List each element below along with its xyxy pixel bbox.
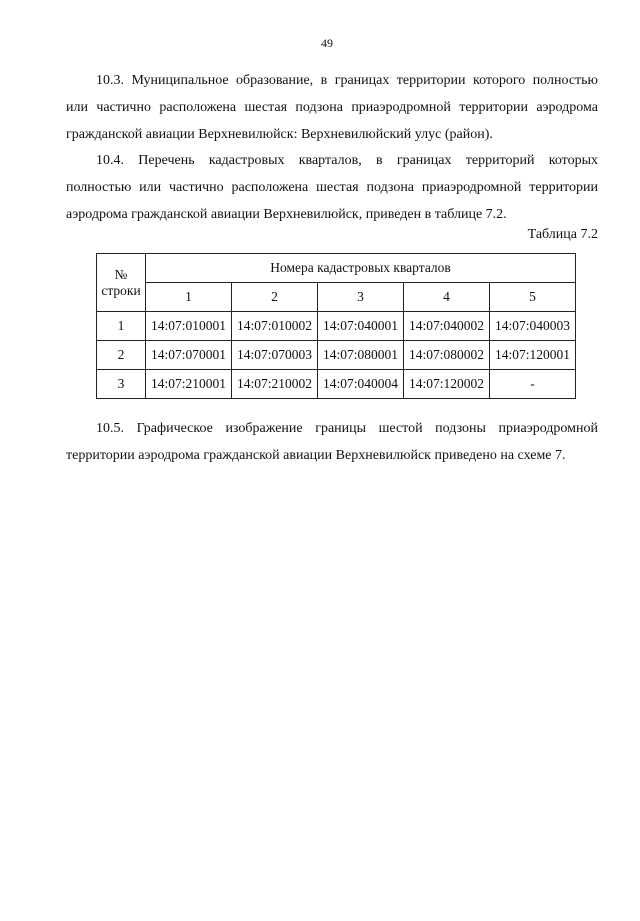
- row-number-header: [97, 254, 146, 312]
- column-number: 3: [318, 283, 404, 312]
- table-cell: 14:07:210002: [232, 370, 318, 399]
- table-row: [97, 370, 576, 399]
- table-cell: 14:07:040003: [490, 312, 576, 341]
- row-number: 1: [97, 312, 146, 341]
- paragraph-10-3: [66, 67, 598, 148]
- cadastral-quarters-table: [96, 253, 576, 399]
- page-number: 49: [321, 36, 333, 50]
- table-cell: 14:07:040001: [318, 312, 404, 341]
- paragraph-line: 10.5. Графическое изображение границы шестой подзоны приаэродромной: [96, 421, 598, 436]
- table-cell: 14:07:120002: [404, 370, 490, 399]
- table-cell: 14:07:010001: [146, 312, 232, 341]
- table-row: [97, 312, 576, 341]
- column-number: 1: [146, 283, 232, 312]
- table-cell: 14:07:080001: [318, 341, 404, 370]
- group-header: Номера кадастровых кварталов: [146, 254, 576, 283]
- paragraph-line: или частично расположена шестая подзона приаэродромной территории аэродрома: [66, 100, 598, 115]
- paragraph-line: территории аэродрома гражданской авиации Верхневилюйск приведено на схеме 7.: [66, 448, 566, 463]
- table-cell: 14:07:120001: [490, 341, 576, 370]
- table-cell: 14:07:040002: [404, 312, 490, 341]
- table-caption: Таблица 7.2: [527, 227, 598, 242]
- row-number: 3: [97, 370, 146, 399]
- table-cell: 14:07:010002: [232, 312, 318, 341]
- table-cell: 14:07:210001: [146, 370, 232, 399]
- table-column-numbers-row: [97, 283, 576, 312]
- table-cell: -: [490, 370, 576, 399]
- table-cell: 14:07:070003: [232, 341, 318, 370]
- column-number: 4: [404, 283, 490, 312]
- paragraph-line: гражданской авиации Верхневилюйск: Верхневилюйский улус (район).: [66, 127, 493, 142]
- paragraph-line: полностью или частично расположена шестая подзона приаэродромной территории: [66, 180, 598, 195]
- table-cell: 14:07:070001: [146, 341, 232, 370]
- row-number-header-label: строки: [101, 282, 141, 298]
- table-header-row: [97, 254, 576, 283]
- column-number: 2: [232, 283, 318, 312]
- paragraph-10-5: [66, 415, 598, 469]
- table-cell: 14:07:080002: [404, 341, 490, 370]
- row-number: 2: [97, 341, 146, 370]
- paragraph-line: 10.4. Перечень кадастровых кварталов, в границах территорий которых: [96, 153, 598, 168]
- paragraph-10-4: [66, 147, 598, 228]
- paragraph-line: аэродрома гражданской авиации Верхневилюйск, приведен в таблице 7.2.: [66, 207, 507, 222]
- table-row: [97, 341, 576, 370]
- column-number: 5: [490, 283, 576, 312]
- row-number-header-symbol: №: [114, 266, 128, 282]
- table-cell: 14:07:040004: [318, 370, 404, 399]
- paragraph-line: 10.3. Муниципальное образование, в границах территории которого полностью: [96, 73, 598, 88]
